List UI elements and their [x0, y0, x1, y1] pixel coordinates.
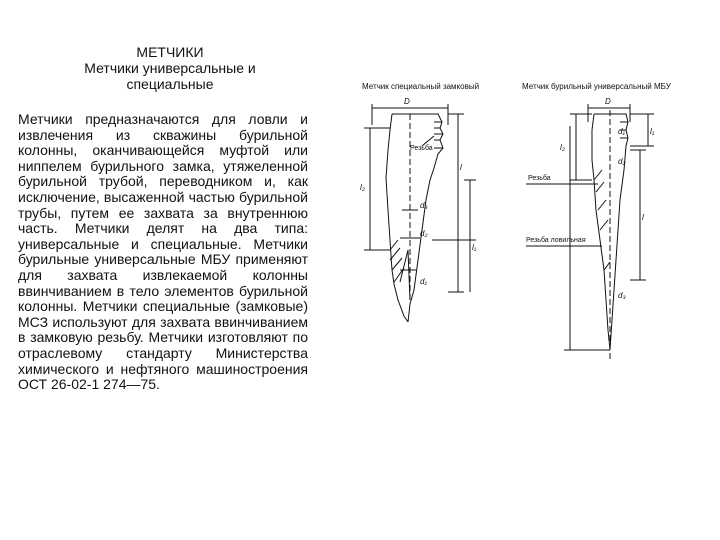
right-tap-drawing — [526, 104, 654, 360]
slide-title: МЕТЧИКИ — [136, 44, 204, 60]
right-dim-l2: l₂ — [560, 143, 565, 152]
left-dim-l2: l₂ — [360, 183, 365, 192]
left-dim-d3: d₃ — [420, 201, 428, 210]
right-dim-d3: d₃ — [618, 291, 626, 300]
slide-subtitle-line2: специальные — [126, 76, 214, 92]
right-dim-D: D — [605, 97, 611, 106]
left-dim-D: D — [404, 97, 410, 106]
right-thread-label: Резьба — [528, 175, 551, 182]
body-paragraph: Метчики предназначаются для ловли и извлечения из скважины бурильной колонны, оканчивающейся муфтой или ниппелем бурильного замка, утяжеленной бурильной трубой, переводником и, как исключение, высаженной частью бурильной трубы, путем ее захвата за внутреннюю часть. Метчики делят на два типа: универсальные и специальные. Метчики бурильные универсальные МБУ применяют для захвата извлекаемой колонны ввинчиванием в тело элементов бурильной колонны. Метчики специальные (замковые) МСЗ используют для захвата ввинчиванием в замковую резьбу. Метчики изготовляют по отраслевому стандарту Министерства химического и нефтяного машиностроения ОСТ 26-02-1 274—75. — [18, 111, 308, 393]
left-tap-drawing — [364, 104, 476, 322]
right-dim-d1: d₁ — [618, 127, 625, 136]
left-dim-l1: l₁ — [472, 243, 477, 252]
left-thread-label: Резьба — [410, 145, 433, 152]
right-catch-thread-label: Резьба ловильная — [526, 237, 586, 244]
right-dim-d2: d₂ — [618, 157, 626, 166]
right-dim-l: l — [642, 213, 644, 222]
left-dim-d1: d₁ — [420, 277, 427, 286]
title-block — [40, 44, 300, 92]
right-dim-l1: l₁ — [650, 127, 655, 136]
left-dim-d2: d₂ — [420, 229, 428, 238]
left-dim-l: l — [460, 163, 462, 172]
right-drawing-caption: Метчик бурильный универсальный МБУ — [522, 82, 671, 91]
left-drawing-caption: Метчик специальный замковый — [362, 82, 480, 91]
slide-subtitle-line1: Метчики универсальные и — [84, 60, 256, 76]
technical-drawing — [330, 70, 715, 370]
